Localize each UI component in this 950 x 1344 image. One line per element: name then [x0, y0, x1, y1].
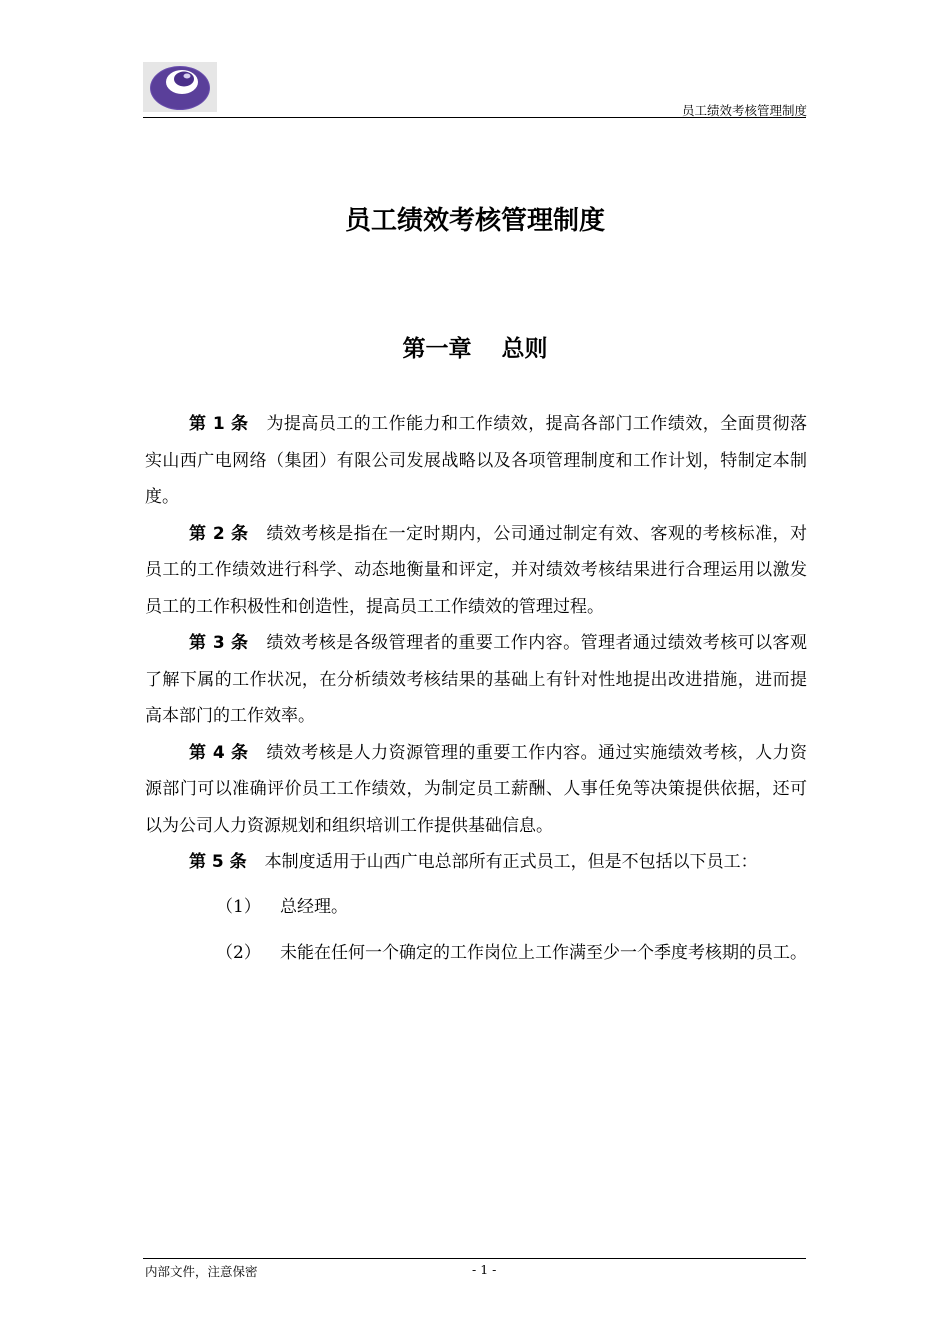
footer-divider — [143, 1258, 806, 1259]
exclusion-list — [145, 889, 807, 972]
article-text: 绩效考核是各级管理者的重要工作内容。管理者通过绩效考核可以客观了解下属的工作状况，在分析绩效考核结果的基础上有针对性地提出改进措施，进而提高本部门的工作效率。 — [145, 633, 807, 726]
article-label: 第 4 条 — [189, 742, 249, 763]
header-doc-name: 员工绩效考核管理制度 — [681, 103, 807, 118]
list-item-text: 未能在任何一个确定的工作岗位上工作满至少一个季度考核期的员工。 — [280, 943, 807, 963]
header-divider — [143, 117, 806, 118]
article-text: 本制度适用于山西广电总部所有正式员工，但是不包括以下员工： — [264, 852, 758, 872]
list-item-number: （2） — [216, 943, 261, 963]
list-item-number: （1） — [216, 896, 261, 917]
company-logo-icon — [143, 62, 217, 112]
footer-confidential-note: 内部文件，注意保密 — [145, 1264, 258, 1279]
chapter-heading — [0, 330, 950, 363]
article-text: 绩效考核是指在一定时期内，公司通过制定有效、客观的考核标准，对员工的工作绩效进行科学、动态地衡量和评定，并对绩效考核结果进行合理运用以激发员工的工作积极性和创造性，提高员工工作绩效的管理过程。 — [145, 523, 807, 617]
article-label: 第 2 条 — [189, 523, 249, 544]
list-item — [145, 935, 807, 972]
chapter-name: 总则 — [501, 336, 548, 362]
article-1 — [145, 406, 807, 516]
article-text: 为提高员工的工作能力和工作绩效，提高各部门工作绩效，全面贯彻落实山西广电网络（集团）有限公司发展战略以及各项管理制度和工作计划，特制定本制度。 — [145, 414, 807, 507]
article-3 — [145, 625, 807, 735]
article-label: 第 5 条 — [189, 852, 247, 872]
list-item — [145, 889, 807, 926]
article-label: 第 1 条 — [189, 414, 249, 434]
list-item-text: 总经理。 — [280, 896, 348, 917]
article-text: 绩效考核是人力资源管理的重要工作内容。通过实施绩效考核，人力资源部门可以准确评价员工工作绩效，为制定员工薪酬、人事任免等决策提供依据，还可以为公司人力资源规划和组织培训工作提供基础信息。 — [145, 742, 807, 836]
document-body — [145, 406, 807, 982]
article-label: 第 3 条 — [189, 633, 249, 653]
article-5 — [145, 844, 807, 881]
chapter-number: 第一章 — [402, 336, 472, 362]
article-2 — [145, 516, 807, 626]
document-title: 员工绩效考核管理制度 — [344, 206, 605, 236]
article-4 — [145, 735, 807, 845]
page-number: - 1 - — [472, 1262, 497, 1277]
